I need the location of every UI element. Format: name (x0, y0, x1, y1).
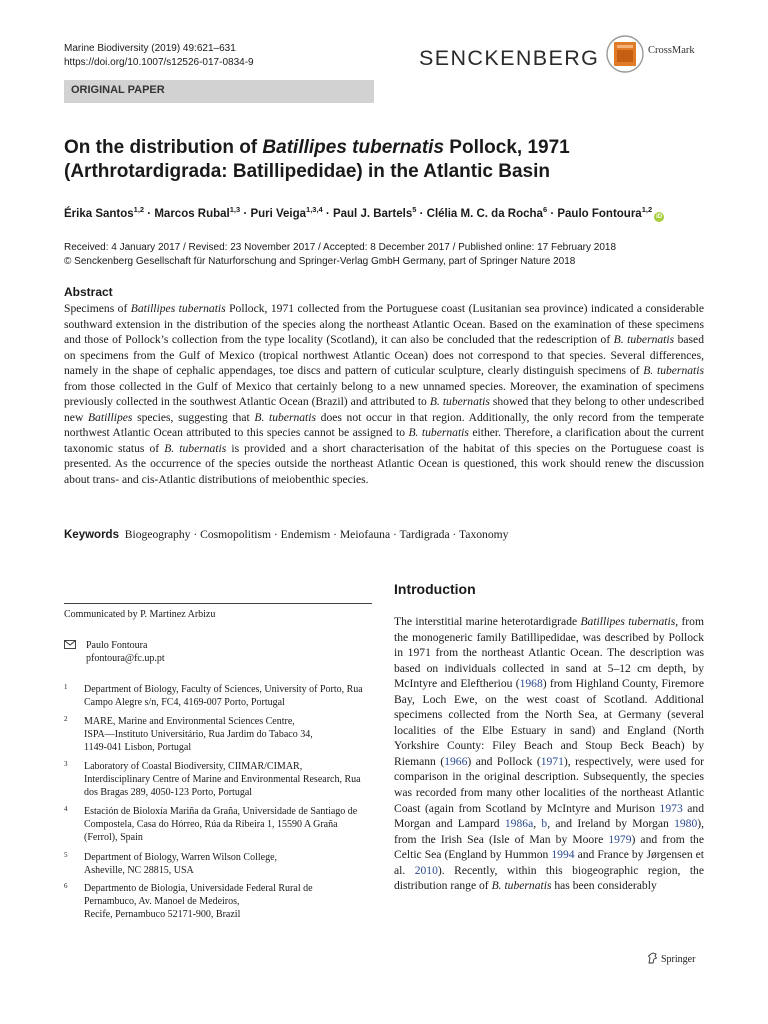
author-name[interactable]: Puri Veiga (250, 207, 307, 220)
species-name: Batillipes tubernatis (580, 615, 676, 628)
text-run: based on specimens from the Gulf of Mexico (tropical northwest Atlantic Ocean) does not correspond to that species. Several differences, namely in the shape of cephalic appendages, toe discs and pattern of cuticular sculpture, clearly distinguish specimens of (64, 333, 704, 378)
corresponding-author-email[interactable]: pfontoura@fc.up.pt (86, 653, 165, 664)
copyright-icon: © (64, 256, 72, 267)
springer-footer (647, 952, 695, 965)
citation-link[interactable]: b (541, 817, 548, 831)
species-name: B. tubernatis (491, 879, 552, 893)
corresponding-author (86, 639, 165, 665)
text-run: either. Therefore, a clarification about the current taxonomic status of (64, 426, 704, 455)
doi-link[interactable]: https://doi.org/10.1007/s12526-017-0834-9 (64, 57, 254, 68)
senckenberg-logo-icon (606, 34, 644, 74)
species-name: B. tubernatis (613, 333, 675, 347)
text-run: ) and from the Celtic Sea (England by Hummon (394, 832, 704, 862)
citation-link[interactable]: 1980 (674, 817, 698, 831)
author-list: Érika Santos$^{1,2}$ · Marcos Rubal$^{1,3}$ · Puri Veiga$^{1,3,4}$ · Paul J. Bartels$^5$ · Clélia M. C. da Rocha$^6$ · Paulo Fontoura$^{1,2}$iD (64, 205, 663, 220)
text-run: , (533, 817, 542, 831)
introduction-text (394, 614, 704, 894)
affiliation: 3 Laboratory of Coastal Biodiversity, CIIMAR/CIMAR, Interdisciplinary Centre of Marine and Environmental Research, Rua dos Bragas 289, 4050-123 Porto, Portugal (64, 760, 361, 798)
abstract-text (64, 301, 704, 488)
species-name: B. tubernatis (643, 364, 704, 378)
species-name: Batillipes tubernatis (130, 302, 226, 315)
text-run: ), respectively, were used for comparison in the original description. Subsequently, the species was recorded from many other localities of the northeast Atlantic Coast (again from Scotland by McIntyre and Murison (394, 754, 704, 815)
author-name[interactable]: Paul J. Bartels (332, 207, 413, 220)
text-run: ), from the Irish Sea (Isle of Man by Moore (394, 817, 705, 846)
communicated-by: Communicated by P. Martinez Arbizu (64, 609, 216, 620)
author-affiliation: 1,3,4 (306, 205, 323, 214)
species-name: B. tubernatis (164, 441, 227, 455)
affiliation: 2 MARE, Marine and Environmental Sciences Centre, ISPA—Instituto Universitário, Rua Jardim do Tabaco 34, 1149-041 Lisbon, Portugal (64, 715, 313, 753)
citation-link[interactable]: 1979 (608, 832, 632, 846)
citation-link[interactable]: 1973 (659, 801, 683, 815)
species-name: B. tubernatis (429, 395, 490, 409)
citation-link[interactable]: 1968 (519, 677, 543, 691)
affiliation: 5 Department of Biology, Warren Wilson College, Asheville, NC 28815, USA (64, 851, 278, 876)
title-line-2: (Arthrotardigrada: Batillipedidae) in the Atlantic Basin (64, 161, 550, 182)
springer-horse-icon (647, 952, 658, 964)
species-name: Batillipes (87, 410, 133, 424)
author-name[interactable]: Clélia M. C. da Rocha (426, 207, 543, 220)
citation-link[interactable]: 1966 (444, 754, 468, 768)
author-name[interactable]: Érika Santos (64, 207, 134, 220)
text-run: from those collected in the Gulf of Mexico that certainly belong to a new unnamed species. Moreover, the examination of specimens previously collected in the southwest Atlantic Ocean (Brazil) and attributed to (64, 379, 704, 409)
article-title: On the distribution of Batillipes tubernatis Pollock, 1971 (Arthrotardigrada: Batillipedidae) in the Atlantic Basin (64, 137, 570, 182)
text-run: has been considerably (551, 879, 657, 893)
text-run: showed that they belong to other undescribed new (64, 395, 704, 424)
citation-link[interactable]: 2010 (414, 863, 438, 877)
author-affiliation: 1,2 (133, 205, 145, 214)
title-species: Batillipes tubernatis (262, 137, 445, 158)
author-affiliation: 6 (542, 205, 548, 214)
author-affiliation: 1,2 (641, 205, 653, 214)
crossmark-link[interactable]: CrossMark (648, 45, 695, 56)
text-run: and France by Jørgensen et al. (394, 848, 705, 877)
text-run: species, suggesting that (132, 410, 255, 424)
text-run: and Morgan and Lampard (394, 801, 705, 831)
affiliation: 4 Estación de Bioloxía Mariña da Graña, Universidade de Santiago de Compostela, Casa do Hórreo, Rúa da Ribeira 1, 15590 A Graña (Ferrol), Spain (64, 805, 358, 843)
species-name: B. tubernatis (408, 426, 469, 440)
text-run: , from the monogeneric family Batillipedidae, was described by Pollock in 1971 from the northeast Atlantic Ocean. The description was based on individuals collected in sand at 5–12 cm depth, by McIntyre and Eleftheriou ( (394, 615, 704, 691)
journal-volume-line: Marine Biodiversity (2019) 49:621–631 (64, 43, 236, 54)
author-affiliation: 1,3 (229, 205, 241, 214)
article-type: ORIGINAL PAPER (71, 84, 165, 96)
keywords-list: Biogeography · Cosmopolitism · Endemism · Meiofauna · Tardigrada · Taxonomy (124, 528, 509, 541)
text-run: is provided and a short characterisation of the habitat of this species on the Portuguese coast is presented. As the occurrence of the species outside the northeast Atlantic Ocean is questioned, this work should renew the discussion about trans- and cis-Atlantic distributions of meiobenthic species. (64, 441, 704, 487)
journal-citation (64, 42, 254, 70)
article-type-band (64, 80, 374, 103)
author-name[interactable]: Paulo Fontoura (557, 207, 642, 220)
text-run: ) from Highland County, Firemore Bay, Loch Ewe, on the west coast of Scotland. Additional specimens collected from the North Sea, at Germany (several localities of the Elbe Estuary in sand) and England (North Yorkshire County: Filey Beach and Stoup Beck Beach) by Riemann ( (394, 677, 704, 768)
citation-link[interactable]: 1971 (540, 754, 564, 768)
publisher-brand: SENCKENBERG (419, 46, 600, 70)
text-run: , and Ireland by Morgan (547, 817, 675, 831)
text-run: Pollock, 1971 collected from the Portuguese coast (Lusitanian sea province) indicated a considerable southward extension in the distribution of the species along the northeast Atlantic Ocean. Based on the examination of these specimens and those of Pollock’s collection from the type locality (Scotland), it can also be concluded that the redescription of (64, 302, 705, 347)
text-run: Specimens of (64, 302, 131, 315)
text-run: does not occur in that region. Additionally, the only record from the temperate northwest Atlantic Ocean attributed to this species cannot be assigned to (64, 410, 705, 440)
citation-link[interactable]: 1994 (551, 848, 575, 862)
text-run: ) and Pollock ( (467, 754, 541, 768)
keywords-label: Keywords (64, 529, 119, 541)
abstract-heading: Abstract (64, 285, 113, 299)
footnote-divider (64, 603, 372, 604)
springer-label: Springer (661, 954, 696, 965)
keywords (64, 527, 704, 543)
text-run: ). Recently, within this biogeographic region, the distribution range of (394, 863, 704, 893)
author-affiliation: 5 (412, 205, 417, 214)
affiliation: 1 Department of Biology, Faculty of Sciences, University of Porto, Rua Campo Alegre s/n, FC4, 4169-007 Porto, Portugal (64, 683, 363, 708)
orcid-icon[interactable]: iD (656, 213, 663, 220)
corresponding-author-name: Paulo Fontoura (86, 640, 148, 651)
publication-dates: Received: 4 January 2017 / Revised: 23 November 2017 / Accepted: 8 December 2017 / Published online: 17 February 2018 (64, 242, 617, 253)
envelope-icon (64, 640, 76, 649)
copyright-line: © Senckenberg Gesellschaft für Naturforschung and Springer-Verlag GmbH Germany, part of Springer Nature 2018 (64, 256, 576, 267)
species-name: B. tubernatis (254, 410, 317, 424)
affiliation: 6 Departmento de Biologia, Universidade Federal Rural de Pernambuco, Av. Manoel de Medeiros, Recife, Pernambuco 52171-900, Brazil (64, 882, 313, 920)
citation-link[interactable]: 1986a (504, 817, 534, 831)
author-name[interactable]: Marcos Rubal (154, 207, 230, 220)
text-run: The interstitial marine heterotardigrade (394, 615, 581, 628)
introduction-heading: Introduction (394, 581, 476, 597)
